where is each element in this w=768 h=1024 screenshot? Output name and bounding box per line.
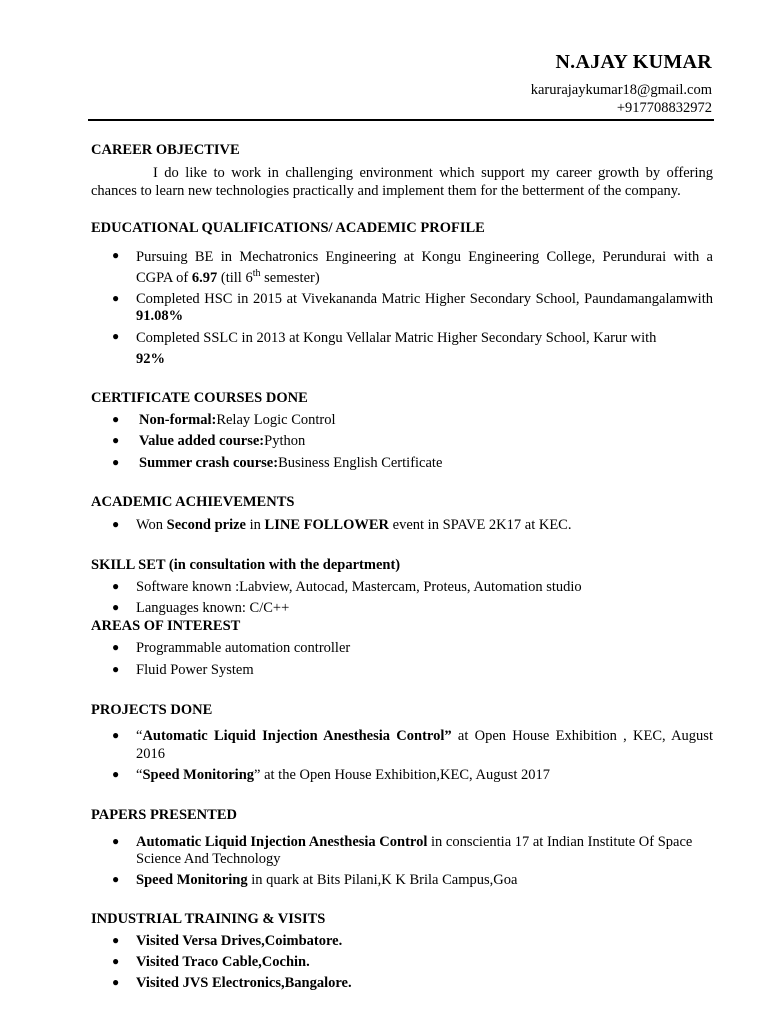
bullet-icon: ● (112, 661, 120, 676)
list-item (91, 291, 713, 326)
list-item-text: “ (136, 728, 143, 745)
list-item-highlight: Speed Monitoring (136, 871, 248, 888)
resume-header (531, 50, 712, 119)
section-title-papers: PAPERS PRESENTED (91, 806, 237, 823)
bullet-icon: ● (112, 329, 120, 344)
list-item (91, 933, 713, 950)
list-item-text: Pursuing BE in Mechatronics Engineering at Kongu Engineering College, Perundurai with a CGPA of (136, 248, 713, 286)
list-item (91, 662, 713, 679)
bullet-icon: ● (112, 767, 120, 782)
list-item-text: Won (136, 517, 167, 534)
bullet-icon: ● (112, 834, 120, 849)
list-item-superscript: th (252, 267, 261, 279)
list-item-highlight: Visited Versa Drives,Coimbatore. (136, 932, 343, 949)
bullet-icon: ● (112, 433, 120, 448)
section-title-projects: PROJECTS DONE (91, 702, 213, 719)
list-item-text: at Open House Exhibition , KEC, August 2016 (136, 728, 713, 762)
list-item (91, 954, 713, 971)
bullet-icon: ● (112, 579, 120, 594)
career-objective-text: I do like to work in challenging environment which support my career growth by offering chances to learn new technologies practically and implement them for the betterment of the company. (91, 165, 713, 199)
list-item (91, 328, 713, 370)
bullet-icon: ● (112, 517, 120, 532)
certificates-list (91, 412, 713, 472)
list-item-text: Relay Logic Control (216, 411, 336, 428)
section-title-certificates: CERTIFICATE COURSES DONE (91, 390, 308, 407)
skills-list (91, 579, 713, 617)
bullet-icon: ● (112, 290, 120, 305)
section-title-achievements: ACADEMIC ACHIEVEMENTS (91, 493, 295, 510)
list-item-highlight: 92% (136, 351, 165, 368)
list-item-text: ” at the Open House Exhibition,KEC, August 2017 (254, 767, 551, 784)
bullet-icon: ● (112, 599, 120, 614)
list-item (91, 517, 713, 534)
list-item-text: Programmable automation controller (136, 640, 351, 657)
list-item (91, 767, 713, 784)
list-item (91, 975, 713, 992)
list-item-label: Summer crash course: (139, 454, 279, 471)
list-item (91, 412, 713, 429)
list-item-label: Value added course: (139, 433, 265, 450)
list-item-text: in (246, 517, 265, 534)
bullet-icon: ● (112, 411, 120, 426)
bullet-icon: ● (112, 728, 120, 743)
list-item (91, 640, 713, 657)
bullet-icon: ● (112, 932, 120, 947)
section-title-training: INDUSTRIAL TRAINING & VISITS (91, 911, 326, 928)
education-list (91, 247, 713, 371)
list-item-text: Completed HSC in 2015 at Vivekananda Matric Higher Secondary School, Paundamangalamwith (136, 290, 713, 307)
list-item (91, 433, 713, 450)
list-item-highlight: Second prize (166, 517, 246, 534)
email-text: karurajaykumar18@gmail.com (530, 82, 712, 98)
list-item-text: Software known :Labview, Autocad, Mastercam, Proteus, Automation studio (136, 579, 582, 596)
section-title-skills: SKILL SET (in consultation with the department) (91, 556, 401, 573)
list-item-highlight: Automatic Liquid Injection Anesthesia Control” (142, 728, 452, 745)
list-item-text: Python (264, 433, 306, 450)
list-item-highlight: Speed Monitoring (142, 767, 255, 784)
list-item-label: Non-formal: (139, 411, 217, 428)
list-item-text: Languages known: C/C++ (136, 599, 290, 616)
list-item-text: in conscientia 17 at Indian Institute Of Space Science And Technology (136, 834, 693, 868)
list-item-highlight: LINE FOLLOWER (264, 517, 390, 534)
section-title-career-objective: CAREER OBJECTIVE (91, 142, 240, 158)
list-item (91, 579, 713, 596)
list-item-text: Fluid Power System (136, 661, 254, 678)
list-item-highlight: Visited JVS Electronics,Bangalore. (136, 975, 352, 992)
list-item-highlight: Automatic Liquid Injection Anesthesia Control (136, 834, 428, 851)
list-item-highlight: 6.97 (191, 269, 218, 286)
section-title-education: EDUCATIONAL QUALIFICATIONS/ ACADEMIC PROFILE (91, 220, 485, 237)
papers-list (91, 834, 713, 889)
bullet-icon: ● (112, 871, 120, 886)
bullet-icon: ● (112, 640, 120, 655)
achievements-list (91, 517, 713, 534)
list-item (91, 600, 713, 617)
phone-text: +917708832972 (616, 100, 712, 117)
list-item (91, 455, 713, 472)
bullet-icon: ● (112, 975, 120, 990)
section-title-interests: AREAS OF INTEREST (91, 617, 241, 634)
list-item-text: (till 6 (217, 269, 253, 286)
bullet-icon: ● (112, 247, 120, 262)
list-item (91, 247, 713, 289)
bullet-icon: ● (112, 954, 120, 968)
interests-list (91, 640, 713, 679)
list-item-text: “ (136, 767, 143, 784)
list-item-text: Completed SSLC in 2013 at Kongu Vellalar Matric Higher Secondary School, Karur with (136, 330, 657, 347)
bullet-icon: ● (112, 454, 120, 469)
list-item (91, 728, 713, 763)
list-item (91, 834, 713, 869)
list-item-text: semester) (260, 269, 320, 286)
list-item-text: event in SPAVE 2K17 at KEC. (389, 517, 572, 534)
projects-list (91, 728, 713, 784)
list-item-highlight: 91.08% (136, 307, 184, 324)
header-divider (88, 119, 714, 121)
training-list (91, 933, 713, 993)
list-item (91, 872, 713, 889)
list-item-text: Business English Certificate (278, 454, 443, 471)
list-item-text: in quark at Bits Pilani,K K Brila Campus,Goa (247, 871, 518, 888)
list-item-highlight: Visited Traco Cable,Cochin. (136, 954, 310, 970)
resume-body (91, 142, 713, 993)
candidate-name: N.AJAY KUMAR (555, 51, 712, 73)
